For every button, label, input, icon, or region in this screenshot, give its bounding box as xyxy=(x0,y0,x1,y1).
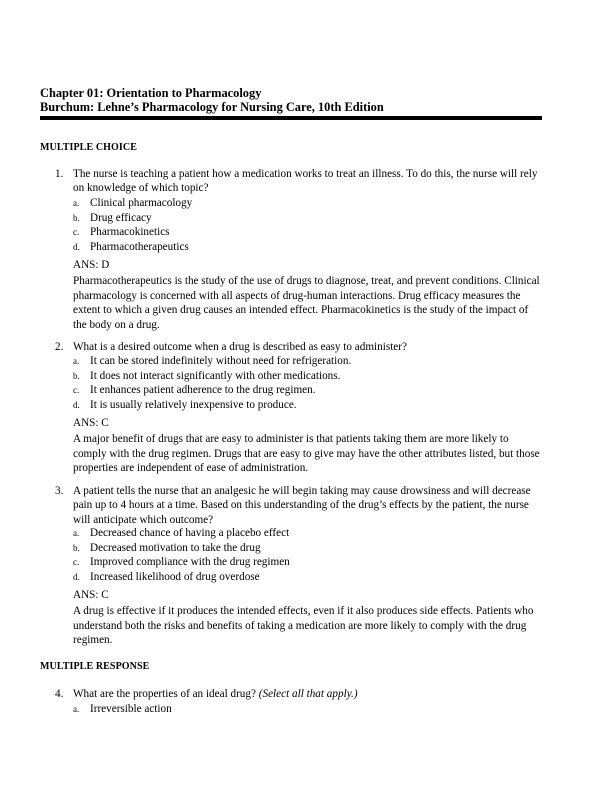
option-letter: a. xyxy=(73,528,80,538)
option-list xyxy=(73,196,533,254)
option-text: It enhances patient adherence to the drug regimen. xyxy=(90,384,316,397)
option-letter: c. xyxy=(73,385,80,396)
question-stem-line xyxy=(73,687,543,701)
option-letter: a. xyxy=(73,356,80,366)
option-letter: c. xyxy=(73,227,80,238)
answer-option xyxy=(73,526,533,541)
answer-block xyxy=(73,258,543,332)
option-list xyxy=(73,526,533,584)
answer-option xyxy=(73,211,533,226)
option-letter: b. xyxy=(73,212,80,223)
option-text: Pharmacotherapeutics xyxy=(90,240,189,253)
option-list xyxy=(73,354,533,412)
book-title: Burchum: Lehne’s Pharmacology for Nursing Care, 10th Edition xyxy=(40,100,384,114)
option-text: Pharmacokinetics xyxy=(90,226,170,239)
option-letter: d. xyxy=(73,571,80,582)
question-stem xyxy=(73,340,543,354)
question-stem-text: What are the properties of an ideal drug? xyxy=(73,688,256,700)
question-stem-text: The nurse is teaching a patient how a medication works to treat an illness. To do this, the nurse will rely on knowledge of which topic? xyxy=(73,168,538,195)
option-text: Decreased chance of having a placebo effect xyxy=(90,527,290,539)
answer-option xyxy=(73,702,533,717)
chapter-title: Chapter 01: Orientation to Pharmacology xyxy=(40,86,262,100)
option-text: Clinical pharmacology xyxy=(90,197,193,209)
option-text: Increased likelihood of drug overdose xyxy=(90,570,260,583)
question-number: 1. xyxy=(55,168,64,180)
option-text: Improved compliance with the drug regimen xyxy=(90,556,290,569)
answer-option xyxy=(73,541,533,556)
answer-option xyxy=(73,196,533,211)
option-text: Decreased motivation to take the drug xyxy=(90,541,261,554)
option-text: Irreversible action xyxy=(90,703,172,715)
section-heading-multiple-choice: MULTIPLE CHOICE xyxy=(40,142,137,153)
question-number: 2. xyxy=(55,341,64,353)
question-stem-text: A patient tells the nurse that an analgesic he will begin taking may cause drowsiness and will decrease pain up to 4 hours at a time. Based on this understanding of the drug’s effects by the patient, the nurse will anticipate which outcome? xyxy=(73,485,531,526)
answer-option xyxy=(73,383,533,398)
answer-rationale: A drug is effective if it produces the intended effects, even if it also produces side effects. Patients who understand both the risks and benefits of taking a medication are more likely to comply with the drug regimen. xyxy=(73,605,534,647)
answer-option xyxy=(73,555,533,570)
answer-key: ANS: D xyxy=(73,259,110,271)
answer-key: ANS: C xyxy=(73,417,109,429)
option-letter: d. xyxy=(73,241,80,252)
question-stem xyxy=(73,167,543,196)
answer-option xyxy=(73,225,533,240)
option-text: It does not interact significantly with other medications. xyxy=(90,369,341,382)
option-text: It is usually relatively inexpensive to produce. xyxy=(90,398,297,411)
header-rule xyxy=(40,116,542,120)
question-stem-note: (Select all that apply.) xyxy=(258,688,358,700)
answer-option xyxy=(73,354,533,369)
answer-block xyxy=(73,588,543,648)
question-number: 4. xyxy=(55,688,64,700)
option-list xyxy=(73,702,533,717)
option-letter: d. xyxy=(73,399,80,410)
option-text: Drug efficacy xyxy=(90,211,152,224)
question-number: 3. xyxy=(55,485,64,497)
answer-option xyxy=(73,369,533,384)
answer-rationale: A major benefit of drugs that are easy to administer is that patients taking them are more likely to comply with the drug regimen. Drugs that are easy to give may have the other attributes listed, but those properties are independent of ease of administration. xyxy=(73,433,540,475)
option-text: It can be stored indefinitely without need for refrigeration. xyxy=(90,355,352,367)
answer-key: ANS: C xyxy=(73,589,109,601)
question-stem xyxy=(73,687,543,701)
question-stem-text: What is a desired outcome when a drug is described as easy to administer? xyxy=(73,341,407,353)
section-heading-multiple-response: MULTIPLE RESPONSE xyxy=(40,661,150,672)
answer-option xyxy=(73,240,533,255)
option-letter: a. xyxy=(73,198,80,208)
question-stem xyxy=(73,484,543,527)
option-letter: a. xyxy=(73,704,80,714)
answer-option xyxy=(73,398,533,413)
answer-block xyxy=(73,416,543,476)
answer-option xyxy=(73,570,533,585)
option-letter: b. xyxy=(73,542,80,553)
option-letter: c. xyxy=(73,557,80,568)
answer-rationale: Pharmacotherapeutics is the study of the use of drugs to diagnose, treat, and prevent conditions. Clinical pharmacology is concerned with all aspects of drug-human interactions. Drug efficacy measures the extent to which a given drug causes an intended effect. Pharmacokinetics is the study of the impact of the body on a drug. xyxy=(73,275,540,331)
option-letter: b. xyxy=(73,370,80,381)
